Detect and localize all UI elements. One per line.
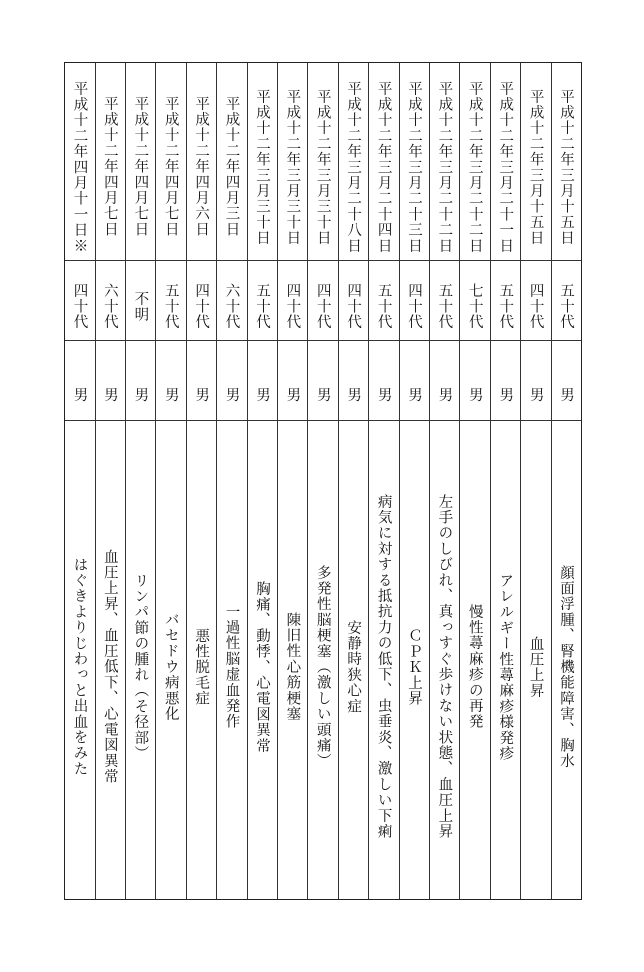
report-date-cell <box>126 63 155 260</box>
sex: 男 <box>466 387 483 403</box>
symptom: 左手のしびれ、真っすぐ歩けない状態、血圧上昇 <box>436 494 453 840</box>
age-group: 四十代 <box>405 283 422 331</box>
symptom: 慢性蕁麻疹の再発 <box>466 604 483 730</box>
symptom-cell <box>278 420 307 901</box>
age-group: 四十代 <box>71 283 88 331</box>
table-row <box>216 63 246 899</box>
report-date-cell <box>156 63 185 260</box>
age-group: 五十代 <box>497 283 514 331</box>
report-date: 平成十二年三月二十八日 <box>345 80 362 254</box>
table-row <box>125 63 155 899</box>
table-row <box>247 63 277 899</box>
symptom: 病気に対する抵抗力の低下、虫垂炎、激しい下痢 <box>375 494 392 840</box>
symptom-cell <box>126 420 155 901</box>
report-date: 平成十二年三月三十日 <box>284 88 301 246</box>
report-date-cell <box>400 63 429 260</box>
age-group: 七十代 <box>466 283 483 331</box>
symptom: 胸痛、動悸、心電図異常 <box>253 580 270 754</box>
report-date-cell <box>65 63 94 260</box>
age-group: 四十代 <box>345 283 362 331</box>
symptom-cell <box>430 420 459 901</box>
age-group-cell <box>126 260 155 340</box>
report-date-cell <box>187 63 216 260</box>
report-date: 平成十二年三月三十日 <box>253 88 270 246</box>
report-date-cell <box>96 63 125 260</box>
sex: 男 <box>101 387 118 403</box>
sex: 男 <box>284 387 301 403</box>
report-date: 平成十二年三月十五日 <box>558 88 574 246</box>
symptom-cell <box>491 420 520 901</box>
symptom: 陳旧性心筋梗塞 <box>284 612 301 722</box>
report-date: 平成十二年四月三日 <box>223 96 240 238</box>
age-group: 五十代 <box>558 283 574 331</box>
sex-cell <box>552 340 581 420</box>
report-date-cell <box>278 63 307 260</box>
symptom-cell <box>339 420 368 901</box>
age-group-cell <box>521 260 550 340</box>
report-date: 平成十二年四月七日 <box>132 96 149 238</box>
age-group: 五十代 <box>375 283 392 331</box>
sex-cell <box>339 340 368 420</box>
table-row <box>307 63 337 899</box>
symptom: バセドウ病悪化 <box>162 612 179 722</box>
sex-cell <box>369 340 398 420</box>
age-group-cell <box>552 260 581 340</box>
sex-cell <box>65 340 94 420</box>
table-row <box>490 63 520 899</box>
table-row <box>155 63 185 899</box>
sex: 男 <box>223 387 240 403</box>
age-group: 六十代 <box>101 283 118 331</box>
symptom-cell <box>187 420 216 901</box>
symptom: はぐきよりじわっと出血をみた <box>71 557 88 777</box>
age-group: 四十代 <box>527 283 544 331</box>
age-group-cell <box>278 260 307 340</box>
symptom: 顔面浮腫、腎機能障害、胸水 <box>558 564 574 770</box>
age-group: 五十代 <box>162 283 179 331</box>
symptom: 多発性脳梗塞（激しい頭痛） <box>314 564 331 770</box>
report-date: 平成十二年三月三十日 <box>314 88 331 246</box>
age-group: 四十代 <box>284 283 301 331</box>
age-group-cell <box>430 260 459 340</box>
sex: 男 <box>162 387 179 403</box>
report-date-cell <box>460 63 489 260</box>
symptom-cell <box>369 420 398 901</box>
sex: 男 <box>375 387 392 403</box>
table-row <box>399 63 429 899</box>
sex: 男 <box>436 387 453 403</box>
sex: 男 <box>558 387 574 403</box>
symptom: リンパ節の腫れ（そ径部） <box>132 572 149 762</box>
report-date: 平成十二年三月二十二日 <box>436 80 453 254</box>
age-group: 四十代 <box>193 283 210 331</box>
symptom: アレルギー性蕁麻疹様発疹 <box>497 572 514 762</box>
age-group-cell <box>187 260 216 340</box>
table-row <box>65 63 94 899</box>
report-date-cell <box>430 63 459 260</box>
age-group: 五十代 <box>253 283 270 331</box>
sex: 男 <box>132 387 149 403</box>
age-group-cell <box>308 260 337 340</box>
report-date: 平成十二年四月七日 <box>162 96 179 238</box>
sex-cell <box>187 340 216 420</box>
table-row <box>520 63 550 899</box>
sex-cell <box>400 340 429 420</box>
sex-cell <box>156 340 185 420</box>
sex-cell <box>521 340 550 420</box>
symptom: 安静時狭心症 <box>345 619 362 715</box>
report-date: 平成十二年四月六日 <box>193 96 210 238</box>
table-row <box>368 63 398 899</box>
report-date-cell <box>552 63 581 260</box>
symptom-cell <box>552 420 581 901</box>
report-date: 平成十二年四月十一日※ <box>71 80 88 254</box>
age-group-cell <box>491 260 520 340</box>
symptom: 悪性脱毛症 <box>193 627 210 707</box>
report-date-cell <box>339 63 368 260</box>
report-date: 平成十二年三月二十三日 <box>405 80 422 254</box>
sex-cell <box>460 340 489 420</box>
sex: 男 <box>405 387 422 403</box>
sex-cell <box>96 340 125 420</box>
table-row <box>277 63 307 899</box>
sex: 男 <box>71 387 88 403</box>
sex: 男 <box>345 387 362 403</box>
age-group-cell <box>248 260 277 340</box>
report-date: 平成十二年三月二十二日 <box>466 80 483 254</box>
report-date-cell <box>308 63 337 260</box>
report-date-cell <box>217 63 246 260</box>
age-group-cell <box>369 260 398 340</box>
symptom-cell <box>521 420 550 901</box>
report-date: 平成十二年三月二十一日 <box>497 80 514 254</box>
table-row <box>95 63 125 899</box>
sex-cell <box>248 340 277 420</box>
age-group-cell <box>217 260 246 340</box>
symptom-cell <box>65 420 94 901</box>
table-row <box>429 63 459 899</box>
symptom-cell <box>217 420 246 901</box>
age-group: 四十代 <box>314 283 331 331</box>
age-group: 五十代 <box>436 283 453 331</box>
report-date-cell <box>248 63 277 260</box>
symptom: 血圧上昇、血圧低下、心電図異常 <box>101 549 118 785</box>
age-group-cell <box>400 260 429 340</box>
sex: 男 <box>193 387 210 403</box>
table-row <box>186 63 216 899</box>
age-group-cell <box>65 260 94 340</box>
age-group-cell <box>339 260 368 340</box>
sex: 男 <box>253 387 270 403</box>
symptom-cell <box>156 420 185 901</box>
sex: 男 <box>314 387 331 403</box>
report-date: 平成十二年四月七日 <box>101 96 118 238</box>
age-group-cell <box>96 260 125 340</box>
report-date: 平成十二年三月十五日 <box>527 88 544 246</box>
symptom: ＣＰＫ上昇 <box>405 627 422 707</box>
adverse-event-table <box>64 62 582 900</box>
table-row <box>338 63 368 899</box>
report-date-cell <box>369 63 398 260</box>
age-group-cell <box>460 260 489 340</box>
sex-cell <box>491 340 520 420</box>
sex: 男 <box>527 387 544 403</box>
sex-cell <box>278 340 307 420</box>
report-date: 平成十二年三月二十四日 <box>375 80 392 254</box>
sex-cell <box>308 340 337 420</box>
symptom-cell <box>400 420 429 901</box>
table-row <box>551 63 581 899</box>
symptom: 一過性脳虚血発作 <box>223 604 240 730</box>
symptom-cell <box>460 420 489 901</box>
symptom-cell <box>96 420 125 901</box>
sex: 男 <box>497 387 514 403</box>
symptom-cell <box>248 420 277 901</box>
symptom: 血圧上昇 <box>527 635 544 699</box>
report-date-cell <box>491 63 520 260</box>
age-group-cell <box>156 260 185 340</box>
age-group: 六十代 <box>223 283 240 331</box>
age-group: 不明 <box>132 291 149 323</box>
report-date-cell <box>521 63 550 260</box>
sex-cell <box>430 340 459 420</box>
symptom-cell <box>308 420 337 901</box>
table-row <box>459 63 489 899</box>
sex-cell <box>217 340 246 420</box>
sex-cell <box>126 340 155 420</box>
